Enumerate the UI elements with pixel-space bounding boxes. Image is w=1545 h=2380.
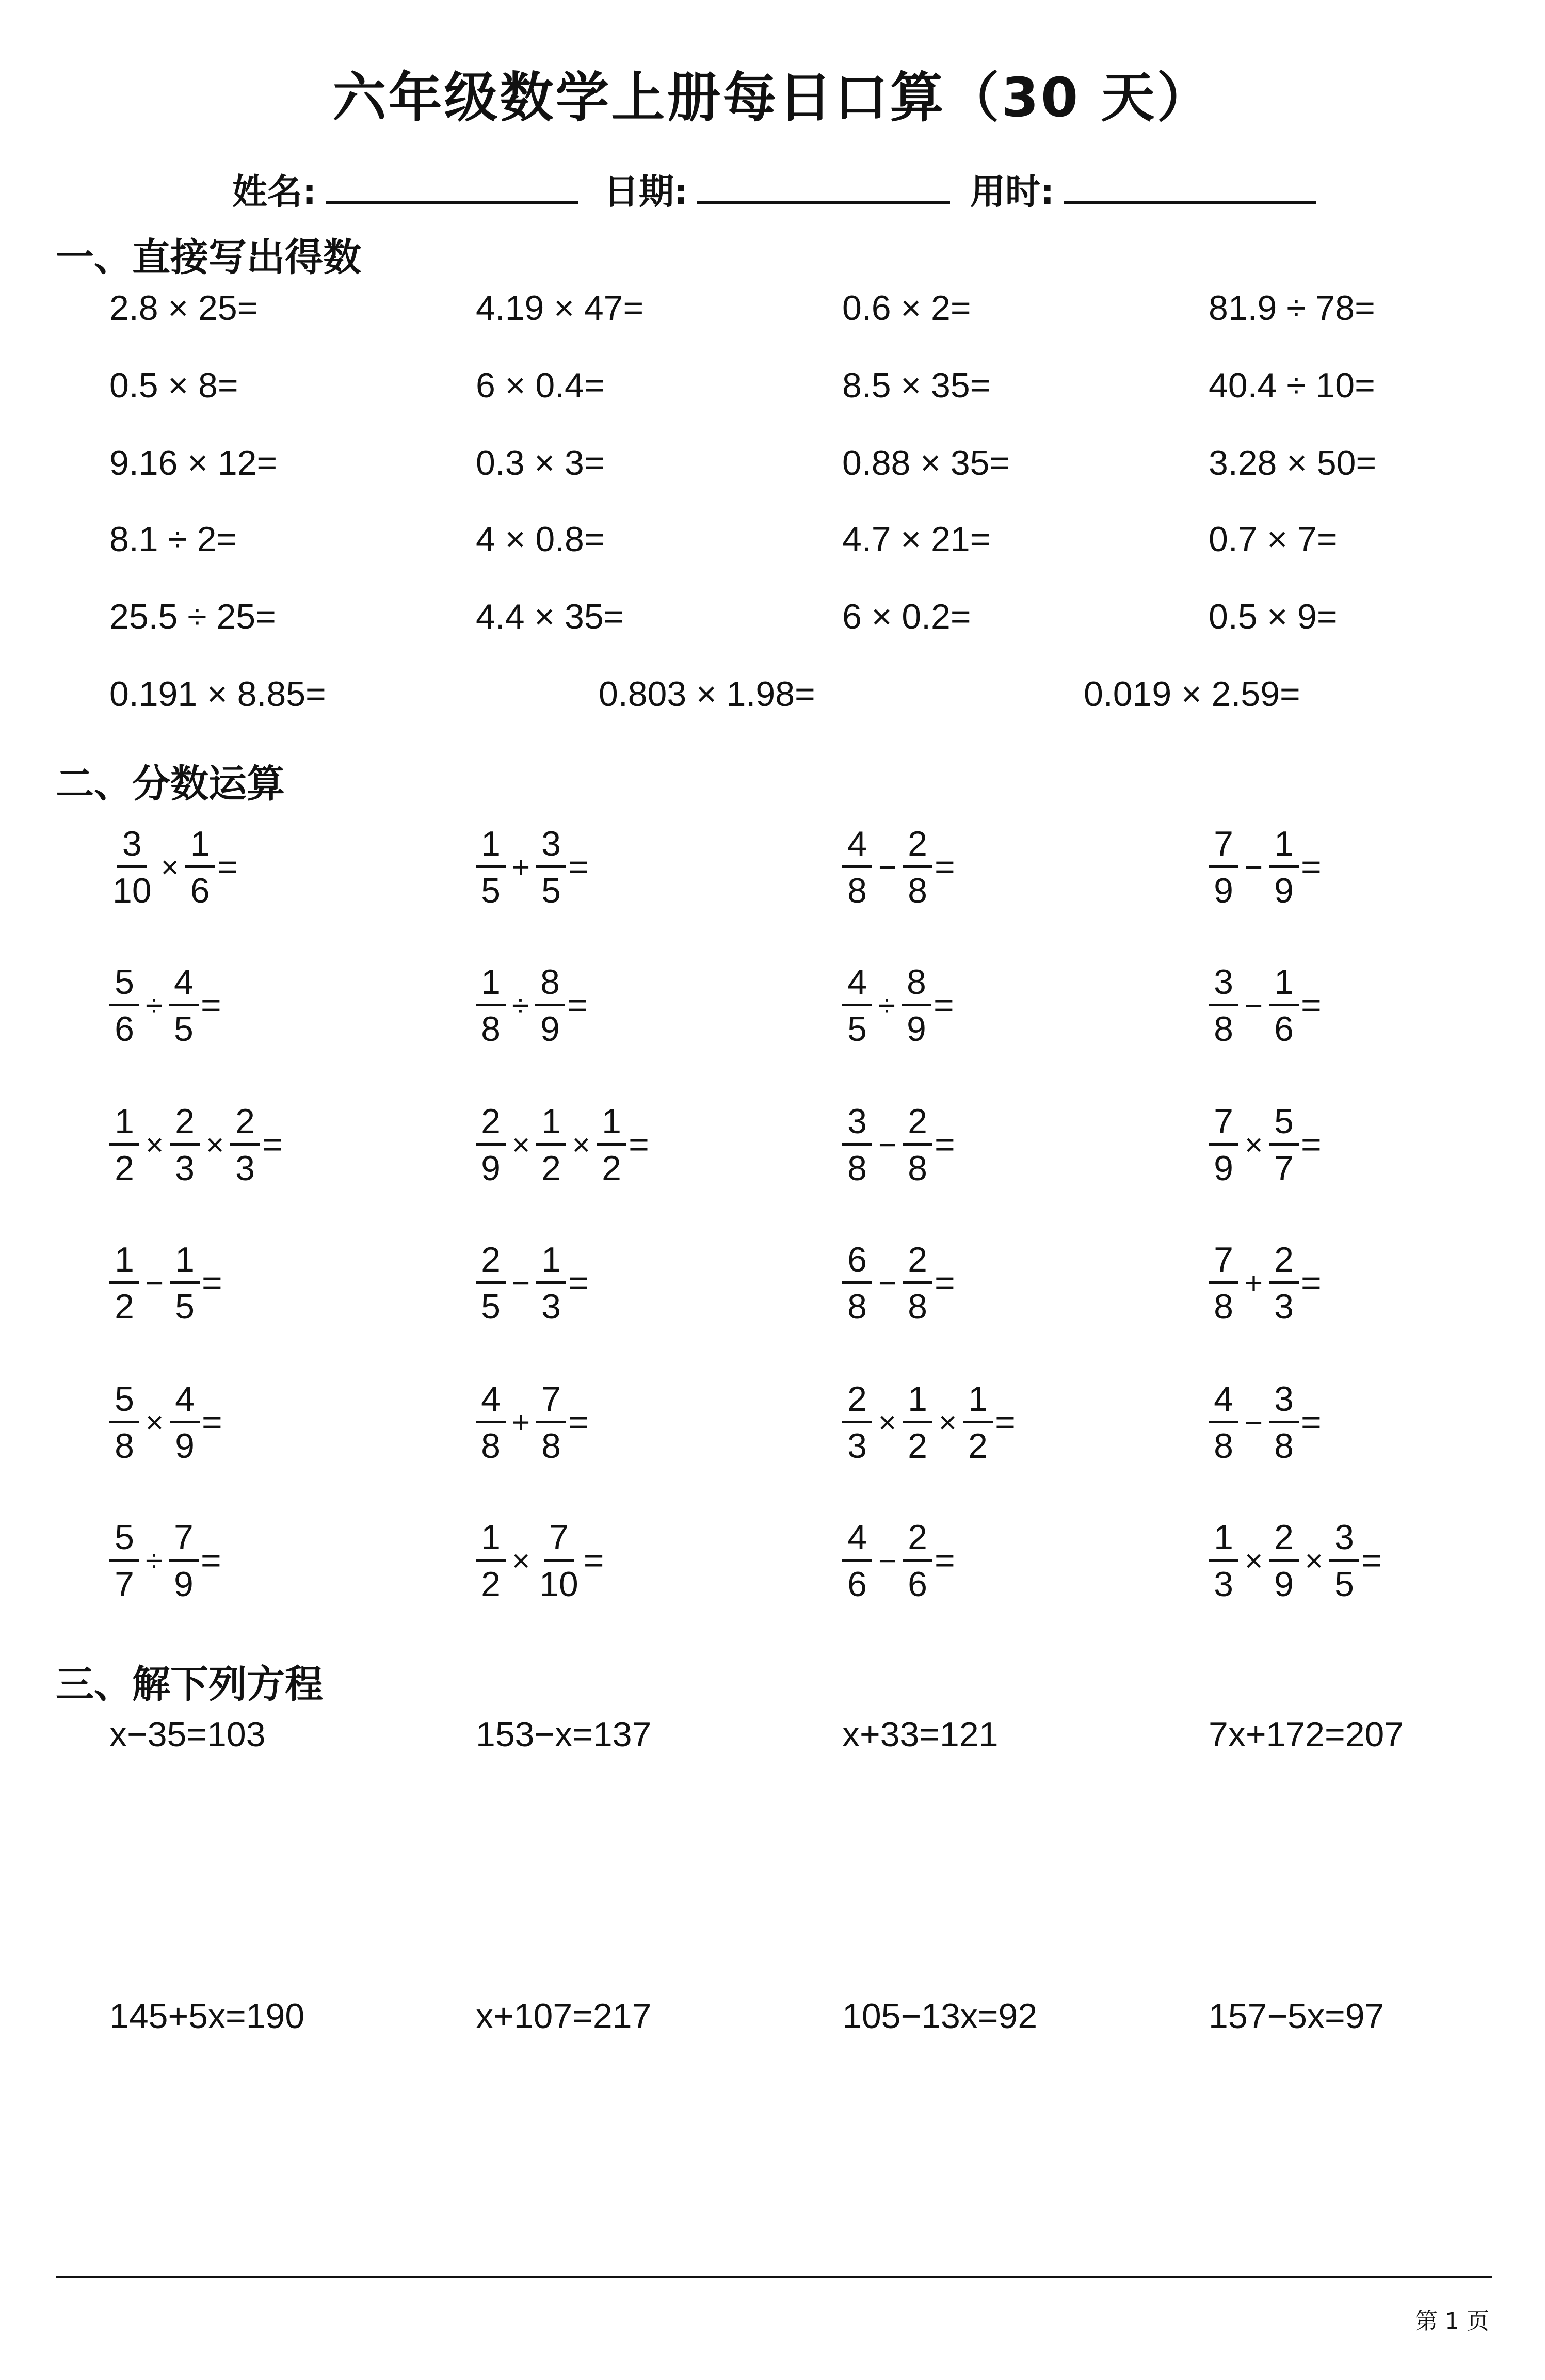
operator: − — [878, 849, 897, 885]
denominator: 9 — [1214, 871, 1233, 910]
fraction-problem — [842, 1098, 955, 1191]
denominator: 3 — [235, 1148, 255, 1188]
fraction — [170, 1381, 200, 1464]
operator: + — [512, 849, 530, 885]
numerator: 2 — [170, 1104, 200, 1146]
operator: × — [1245, 1543, 1263, 1578]
equals-sign: = — [568, 1263, 589, 1302]
arith-problem: 25.5 ÷ 25= — [109, 597, 276, 636]
fraction — [902, 964, 931, 1047]
equation-problem: x−35=103 — [109, 1715, 266, 1754]
denominator: 8 — [481, 1426, 501, 1466]
operator: − — [1245, 849, 1263, 885]
denominator: 3 — [1274, 1287, 1294, 1326]
arith-problem: 6 × 0.2= — [842, 597, 971, 636]
operator: − — [878, 1127, 897, 1162]
arith-problem: 40.4 ÷ 10= — [1209, 366, 1375, 405]
fraction-problem — [1209, 821, 1322, 913]
denominator: 6 — [908, 1564, 927, 1604]
fraction — [109, 1517, 139, 1604]
operator: × — [572, 1127, 591, 1162]
fraction — [185, 826, 215, 908]
fraction — [536, 1517, 582, 1604]
numerator: 4 — [842, 1520, 872, 1562]
operator: ÷ — [146, 1543, 163, 1578]
operator: + — [1245, 1265, 1263, 1300]
fraction — [109, 964, 139, 1047]
numerator: 1 — [109, 1104, 139, 1146]
fraction — [536, 1101, 566, 1188]
arith-problem: 0.019 × 2.59= — [1084, 674, 1300, 714]
numerator: 1 — [185, 826, 215, 868]
denominator: 8 — [1214, 1426, 1233, 1466]
arith-problem: 4.7 × 21= — [842, 520, 991, 559]
operator: − — [878, 1543, 897, 1578]
denominator: 2 — [602, 1148, 621, 1188]
fraction — [842, 1517, 872, 1604]
denominator: 9 — [174, 1564, 194, 1604]
numerator: 3 — [842, 1104, 872, 1146]
fraction-problem — [1209, 1514, 1382, 1607]
equals-sign: = — [567, 986, 588, 1025]
time-field-group — [970, 164, 1316, 214]
equation-problem: 7x+172=207 — [1209, 1715, 1404, 1754]
denominator: 3 — [541, 1287, 561, 1326]
equals-sign: = — [200, 986, 221, 1025]
equation-problem: 157−5x=97 — [1209, 1997, 1385, 2036]
numerator: 1 — [476, 826, 506, 868]
arith-problem: 8.1 ÷ 2= — [109, 520, 237, 559]
numerator: 1 — [963, 1381, 993, 1423]
denominator: 9 — [175, 1426, 195, 1466]
section-2-heading: 二、分数运算 — [56, 762, 285, 806]
operator: × — [146, 1405, 164, 1440]
date-field-group — [604, 164, 950, 214]
equals-sign: = — [1361, 1541, 1382, 1580]
numerator: 1 — [476, 1520, 506, 1562]
numerator: 1 — [476, 964, 506, 1006]
equals-sign: = — [1301, 847, 1322, 887]
denominator: 9 — [1274, 871, 1294, 910]
fraction — [1329, 1517, 1359, 1604]
numerator: 1 — [170, 1242, 200, 1284]
fraction-problem — [109, 1098, 283, 1191]
equals-sign: = — [200, 1541, 221, 1580]
operator: − — [1245, 988, 1263, 1023]
fraction-problem — [842, 1236, 955, 1329]
equals-sign: = — [935, 1125, 955, 1164]
fraction — [1209, 1517, 1238, 1604]
numerator: 4 — [476, 1381, 506, 1423]
denominator: 5 — [481, 871, 501, 910]
denominator: 5 — [481, 1287, 501, 1326]
arith-problem: 4 × 0.8= — [476, 520, 605, 559]
fraction-problem — [1209, 1236, 1322, 1329]
numerator: 2 — [903, 1104, 932, 1146]
equals-sign: = — [935, 1541, 955, 1580]
numerator: 5 — [109, 1381, 139, 1423]
equation-problem: x+33=121 — [842, 1715, 999, 1754]
equation-problem: 105−13x=92 — [842, 1997, 1038, 2036]
operator: ÷ — [878, 988, 895, 1023]
operator: ÷ — [146, 988, 163, 1023]
fraction-problem — [1209, 959, 1322, 1052]
fraction — [842, 964, 872, 1047]
denominator: 3 — [175, 1148, 195, 1188]
denominator: 5 — [1334, 1564, 1354, 1604]
equals-sign: = — [995, 1403, 1016, 1442]
numerator: 3 — [1209, 964, 1238, 1006]
arith-problem: 0.88 × 35= — [842, 443, 1010, 483]
denominator: 9 — [1274, 1564, 1294, 1604]
numerator: 4 — [842, 964, 872, 1006]
denominator: 8 — [847, 1287, 867, 1326]
fraction-problem — [109, 1514, 221, 1607]
denominator: 8 — [1214, 1009, 1233, 1049]
fraction — [476, 1242, 506, 1324]
numerator: 4 — [169, 964, 199, 1006]
fraction — [169, 1517, 199, 1604]
equation-problem: 153−x=137 — [476, 1715, 652, 1754]
fraction — [476, 826, 506, 908]
equals-sign: = — [568, 1403, 589, 1442]
denominator: 2 — [541, 1148, 561, 1188]
fraction-problem — [1209, 1376, 1322, 1469]
numerator: 4 — [170, 1381, 200, 1423]
equation-problem: x+107=217 — [476, 1997, 652, 2036]
numerator: 2 — [842, 1381, 872, 1423]
denominator: 6 — [115, 1009, 134, 1049]
equals-sign: = — [1301, 986, 1322, 1025]
equals-sign: = — [1301, 1125, 1322, 1164]
arith-problem: 0.5 × 8= — [109, 366, 238, 405]
equals-sign: = — [935, 847, 955, 887]
fraction — [109, 1381, 139, 1464]
numerator: 2 — [476, 1242, 506, 1284]
denominator: 2 — [908, 1426, 927, 1466]
numerator: 2 — [1269, 1520, 1299, 1562]
fraction — [1209, 1381, 1238, 1464]
operator: ÷ — [512, 988, 529, 1023]
numerator: 2 — [230, 1104, 260, 1146]
operator: × — [878, 1405, 897, 1440]
arith-problem: 4.4 × 35= — [476, 597, 624, 636]
numerator: 8 — [902, 964, 931, 1006]
denominator: 2 — [968, 1426, 988, 1466]
fraction-problem — [109, 821, 237, 913]
fraction-problem — [109, 1376, 222, 1469]
fraction — [170, 1242, 200, 1324]
operator: × — [160, 849, 179, 885]
time-label: 用时: — [970, 172, 1055, 213]
fraction-problem — [476, 959, 588, 1052]
fraction — [1209, 826, 1238, 908]
arith-problem: 81.9 ÷ 78= — [1209, 288, 1375, 328]
fraction — [1269, 1242, 1299, 1324]
fraction — [536, 1381, 566, 1464]
equals-sign: = — [583, 1541, 604, 1580]
denominator: 8 — [481, 1009, 501, 1049]
numerator: 2 — [1269, 1242, 1299, 1284]
denominator: 8 — [908, 871, 927, 910]
fraction-problem — [109, 959, 221, 1052]
denominator: 8 — [908, 1148, 927, 1188]
denominator: 7 — [115, 1564, 134, 1604]
fraction-problem — [476, 1236, 589, 1329]
fraction — [903, 1517, 932, 1604]
numerator: 1 — [597, 1104, 626, 1146]
arith-problem: 0.7 × 7= — [1209, 520, 1338, 559]
section-3-heading: 三、解下列方程 — [56, 1662, 323, 1707]
fraction-problem — [842, 959, 954, 1052]
name-label: 姓名: — [232, 172, 317, 213]
fraction — [963, 1381, 993, 1464]
denominator: 5 — [175, 1287, 195, 1326]
denominator: 8 — [847, 871, 867, 910]
numerator: 3 — [536, 826, 566, 868]
denominator: 8 — [541, 1426, 561, 1466]
denominator: 5 — [847, 1009, 867, 1049]
numerator: 1 — [1209, 1520, 1238, 1562]
fraction — [536, 1242, 566, 1324]
operator: × — [146, 1127, 164, 1162]
arith-problem: 8.5 × 35= — [842, 366, 991, 405]
denominator: 6 — [847, 1564, 867, 1604]
fraction — [1209, 964, 1238, 1047]
fraction — [476, 1517, 506, 1604]
fraction — [476, 964, 506, 1047]
numerator: 2 — [903, 1242, 932, 1284]
denominator: 9 — [907, 1009, 926, 1049]
name-blank[interactable] — [326, 168, 578, 204]
fraction — [476, 1101, 506, 1188]
numerator: 6 — [842, 1242, 872, 1284]
fraction — [842, 826, 872, 908]
numerator: 7 — [169, 1520, 199, 1562]
section-1-heading: 一、直接写出得数 — [56, 235, 361, 280]
numerator: 5 — [109, 964, 139, 1006]
denominator: 10 — [539, 1564, 578, 1604]
denominator: 2 — [115, 1148, 134, 1188]
numerator: 8 — [535, 964, 565, 1006]
fraction — [842, 1381, 872, 1464]
arith-problem: 0.5 × 9= — [1209, 597, 1338, 636]
operator: × — [206, 1127, 224, 1162]
arith-problem: 2.8 × 25= — [109, 288, 258, 328]
numerator: 2 — [903, 826, 932, 868]
fraction-problem — [476, 1376, 589, 1469]
denominator: 10 — [112, 871, 152, 910]
arith-problem: 4.19 × 47= — [476, 288, 644, 328]
denominator: 6 — [1274, 1009, 1294, 1049]
operator: × — [512, 1127, 530, 1162]
numerator: 2 — [903, 1520, 932, 1562]
equals-sign: = — [202, 1403, 222, 1442]
footer-rule — [56, 2276, 1492, 2278]
fraction — [169, 964, 199, 1047]
numerator: 1 — [109, 1242, 139, 1284]
fraction — [535, 964, 565, 1047]
numerator: 7 — [1209, 1242, 1238, 1284]
equals-sign: = — [568, 847, 589, 887]
fraction — [1209, 1242, 1238, 1324]
denominator: 8 — [115, 1426, 134, 1466]
denominator: 2 — [115, 1287, 134, 1326]
numerator: 2 — [476, 1104, 506, 1146]
fraction — [230, 1101, 260, 1188]
fraction — [1209, 1101, 1238, 1188]
denominator: 9 — [1214, 1148, 1233, 1188]
denominator: 2 — [481, 1564, 501, 1604]
equals-sign: = — [217, 847, 238, 887]
operator: + — [512, 1405, 530, 1440]
fraction — [903, 826, 932, 908]
numerator: 7 — [1209, 1104, 1238, 1146]
operator: × — [1305, 1543, 1324, 1578]
denominator: 3 — [847, 1426, 867, 1466]
numerator: 1 — [536, 1104, 566, 1146]
fraction — [1269, 1101, 1299, 1188]
fraction-problem — [476, 1514, 604, 1607]
arith-problem: 0.6 × 2= — [842, 288, 971, 328]
fraction — [1269, 1381, 1299, 1464]
equals-sign: = — [202, 1263, 222, 1302]
operator: − — [1245, 1405, 1263, 1440]
operator: − — [512, 1265, 530, 1300]
numerator: 1 — [903, 1381, 932, 1423]
equals-sign: = — [262, 1125, 283, 1164]
denominator: 7 — [1274, 1148, 1294, 1188]
operator: − — [146, 1265, 164, 1300]
numerator: 4 — [1209, 1381, 1238, 1423]
numerator: 5 — [109, 1520, 139, 1562]
fraction — [476, 1381, 506, 1464]
operator: × — [1245, 1127, 1263, 1162]
fraction — [170, 1101, 200, 1188]
numerator: 1 — [1269, 964, 1299, 1006]
fraction — [109, 826, 155, 908]
numerator: 1 — [1269, 826, 1299, 868]
arith-problem: 3.28 × 50= — [1209, 443, 1377, 483]
equals-sign: = — [935, 1263, 955, 1302]
numerator: 1 — [536, 1242, 566, 1284]
operator: × — [512, 1543, 530, 1578]
operator: − — [878, 1265, 897, 1300]
fraction-problem — [109, 1236, 222, 1329]
fraction-problem — [476, 1098, 649, 1191]
denominator: 8 — [847, 1148, 867, 1188]
arith-problem: 0.803 × 1.98= — [599, 674, 815, 714]
denominator: 5 — [174, 1009, 194, 1049]
name-field-group — [232, 164, 578, 214]
equals-sign: = — [1301, 1403, 1322, 1442]
operator: × — [939, 1405, 957, 1440]
numerator: 3 — [1269, 1381, 1299, 1423]
date-label: 日期: — [604, 172, 688, 213]
arith-problem: 0.3 × 3= — [476, 443, 605, 483]
arith-problem: 0.191 × 8.85= — [109, 674, 326, 714]
page-number: 第 1 页 — [1415, 2308, 1489, 2335]
denominator: 9 — [481, 1148, 501, 1188]
arith-problem: 6 × 0.4= — [476, 366, 605, 405]
numerator: 4 — [842, 826, 872, 868]
fraction — [597, 1101, 626, 1188]
fraction — [903, 1381, 932, 1464]
page-title: 六年级数学上册每日口算（30 天） — [332, 66, 1213, 129]
fraction — [1269, 964, 1299, 1047]
denominator: 9 — [540, 1009, 560, 1049]
fraction — [842, 1101, 872, 1188]
fraction-problem — [842, 821, 955, 913]
fraction — [536, 826, 566, 908]
fraction — [842, 1242, 872, 1324]
time-blank[interactable] — [1064, 168, 1316, 204]
numerator: 7 — [1209, 826, 1238, 868]
denominator: 6 — [190, 871, 210, 910]
fraction — [903, 1101, 932, 1188]
equals-sign: = — [1301, 1263, 1322, 1302]
denominator: 3 — [1214, 1564, 1233, 1604]
fraction — [109, 1242, 139, 1324]
denominator: 8 — [908, 1287, 927, 1326]
numerator: 7 — [536, 1381, 566, 1423]
fraction — [903, 1242, 932, 1324]
date-blank[interactable] — [697, 168, 950, 204]
fraction-problem — [842, 1376, 1016, 1469]
fraction-problem — [1209, 1098, 1322, 1191]
denominator: 5 — [541, 871, 561, 910]
fraction — [1269, 1517, 1299, 1604]
fraction-problem — [842, 1514, 955, 1607]
fraction — [109, 1101, 139, 1188]
numerator: 7 — [544, 1520, 574, 1562]
fraction — [1269, 826, 1299, 908]
equation-problem: 145+5x=190 — [109, 1997, 305, 2036]
arith-problem: 9.16 × 12= — [109, 443, 278, 483]
numerator: 5 — [1269, 1104, 1299, 1146]
equals-sign: = — [933, 986, 954, 1025]
fraction-problem — [476, 821, 589, 913]
numerator: 3 — [117, 826, 147, 868]
denominator: 8 — [1214, 1287, 1233, 1326]
denominator: 8 — [1274, 1426, 1294, 1466]
numerator: 3 — [1329, 1520, 1359, 1562]
equals-sign: = — [629, 1125, 649, 1164]
